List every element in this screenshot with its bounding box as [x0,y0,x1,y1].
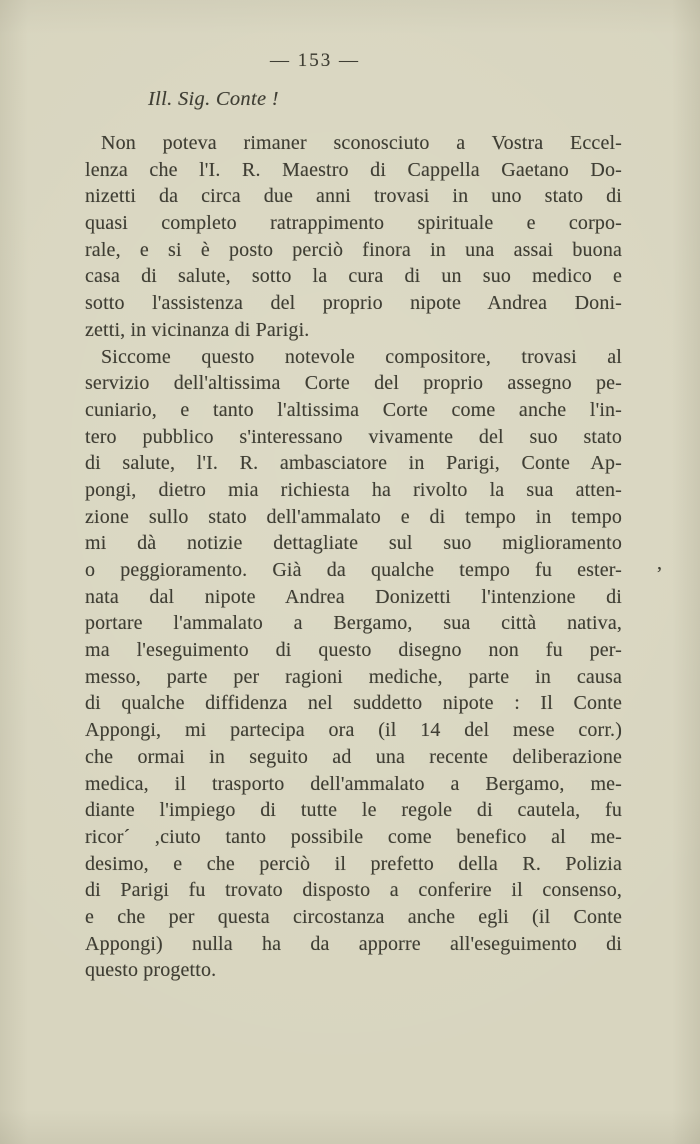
margin-stray-mark: , [657,552,662,574]
text-line: servizio dell'altissima Corte del proprio assegno pe- [85,372,622,395]
salutation-heading: Ill. Sig. Conte ! [148,88,279,110]
text-line: nata dal nipote Andrea Donizetti l'intenzione di [85,585,622,608]
paragraph [85,344,622,985]
text-line: Appongi, mi partecipa ora (il 14 del mese corr.) [85,719,622,742]
paragraph [85,130,622,344]
text-line: o peggioramento. Già da qualche tempo fu ester- [85,559,622,581]
text-line: nizetti da circa due anni trovasi in uno stato di [85,185,622,208]
text-line: diante l'impiego di tutte le regole di cautela, fu [85,799,622,822]
text-line: e che per questa circostanza anche egli (il Conte [85,905,622,928]
text-line: di salute, l'I. R. ambasciatore in Parigi, Conte Ap- [85,452,622,475]
text-line: tero pubblico s'interessano vivamente del suo stato [85,425,622,448]
text-line: ma l'eseguimento di questo disegno non fu per- [85,639,622,662]
text-line: Siccome questo notevole compositore, trovasi al [101,345,622,368]
text-line: casa di salute, sotto la cura di un suo medico e [85,265,622,288]
text-line: cuniario, e tanto l'altissima Corte come anche l'in- [85,398,622,421]
text-line: mi dà notizie dettagliate sul suo miglioramento [85,532,622,555]
letter-body [85,130,622,984]
text-line: lenza che l'I. R. Maestro di Cappella Gaetano Do- [85,158,622,181]
page-number: — 153 — [270,50,360,71]
text-line: zione sullo stato dell'ammalato e di tempo in tempo [85,505,622,528]
text-line: di qualche diffidenza nel suddetto nipote : Il Conte [85,692,622,715]
text-line: di Parigi fu trovato disposto a conferire il consenso, [85,879,622,902]
text-line: rale, e si è posto perciò finora in una assai buona [85,238,622,261]
text-line: messo, parte per ragioni mediche, parte in causa [85,665,622,688]
text-line: desimo, e che perciò il prefetto della R. Polizia [85,852,622,875]
text-line: Non poteva rimaner sconosciuto a Vostra Eccel- [101,132,622,154]
text-line: ricor´ ,ciuto tanto possibile come benefico al me- [85,825,622,848]
text-line: Appongi) nulla ha da apporre all'eseguimento di [85,932,622,955]
text-line: che ormai in seguito ad una recente deliberazione [85,745,622,768]
text-line: pongi, dietro mia richiesta ha rivolto la sua atten- [85,478,622,501]
text-line: portare l'ammalato a Bergamo, sua città nativa, [85,612,622,635]
text-line: questo progetto. [85,959,217,982]
text-line: sotto l'assistenza del proprio nipote Andrea Doni- [85,292,622,315]
text-line: zetti, in vicinanza di Parigi. [85,318,310,341]
text-line: quasi completo ratrappimento spirituale e corpo- [85,212,622,235]
text-line: medica, il trasporto dell'ammalato a Bergamo, me- [85,772,622,795]
